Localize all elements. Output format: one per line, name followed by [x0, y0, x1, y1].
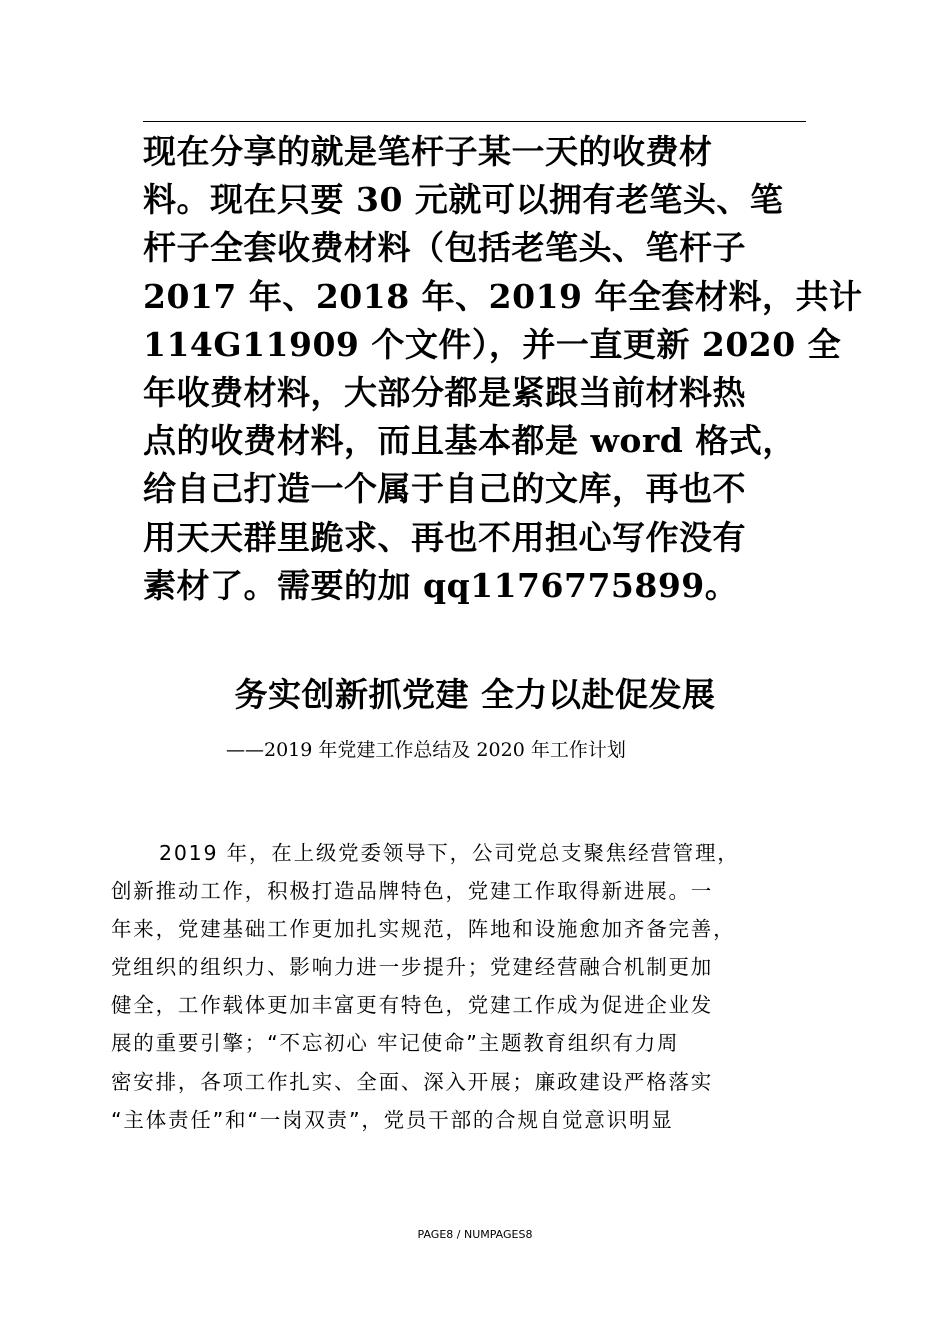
promo-line: 114G11909 个文件），并一直更新 2020 全 — [143, 324, 842, 364]
promo-line: 杆子全套收费材料（包括老笔头、笔杆子 — [143, 228, 746, 268]
document-title: 务实创新抓党建 全力以赴促发展 — [234, 675, 716, 714]
body-line: 年来，党建基础工作更加扎实规范，阵地和设施愈加齐备完善， — [111, 917, 736, 942]
promo-line: 用天天群里跪求、再也不用担心写作没有 — [143, 517, 746, 557]
top-divider — [143, 121, 806, 122]
body-paragraph — [111, 834, 831, 1139]
promo-line: 2017 年、2018 年、2019 年全套材料，共计 — [143, 276, 863, 316]
body-line: 2019 年，在上级党委领导下，公司党总支聚焦经营管理， — [159, 841, 740, 865]
body-line: 健全，工作载体更加丰富更有特色，党建工作成为促进企业发 — [111, 993, 714, 1018]
document-subtitle: ——2019 年党建工作总结及 2020 年工作计划 — [226, 739, 626, 761]
body-line: 党组织的组织力、影响力进一步提升；党建经营融合机制更加 — [111, 955, 714, 980]
promo-line: 现在分享的就是笔杆子某一天的收费材 — [143, 132, 713, 171]
body-line: 密安排，各项工作扎实、全面、深入开展；廉政建设严格落实 — [111, 1069, 714, 1094]
promo-line: 年收费材料，大部分都是紧跟当前材料热 — [143, 372, 746, 412]
promo-line: 料。现在只要 30 元就可以拥有老笔头、笔 — [143, 180, 784, 220]
promo-line: 点的收费材料，而且基本都是 word 格式， — [143, 421, 796, 461]
page-footer: PAGE8 / NUMPAGES8 — [417, 1228, 533, 1241]
body-line: 创新推动工作，积极打造品牌特色，党建工作取得新进展。一 — [111, 879, 714, 904]
promo-line: 给自己打造一个属于自己的文库，再也不 — [143, 469, 746, 509]
promo-line: 素材了。需要的加 qq1176775899。 — [143, 565, 739, 605]
body-line: “主体责任”和“一岗双责”，党员干部的合规自觉意识明显 — [111, 1107, 674, 1132]
body-line: 展的重要引擎；“不忘初心 牢记使命”主题教育组织有力周 — [111, 1031, 680, 1056]
promo-paragraph — [143, 128, 863, 610]
